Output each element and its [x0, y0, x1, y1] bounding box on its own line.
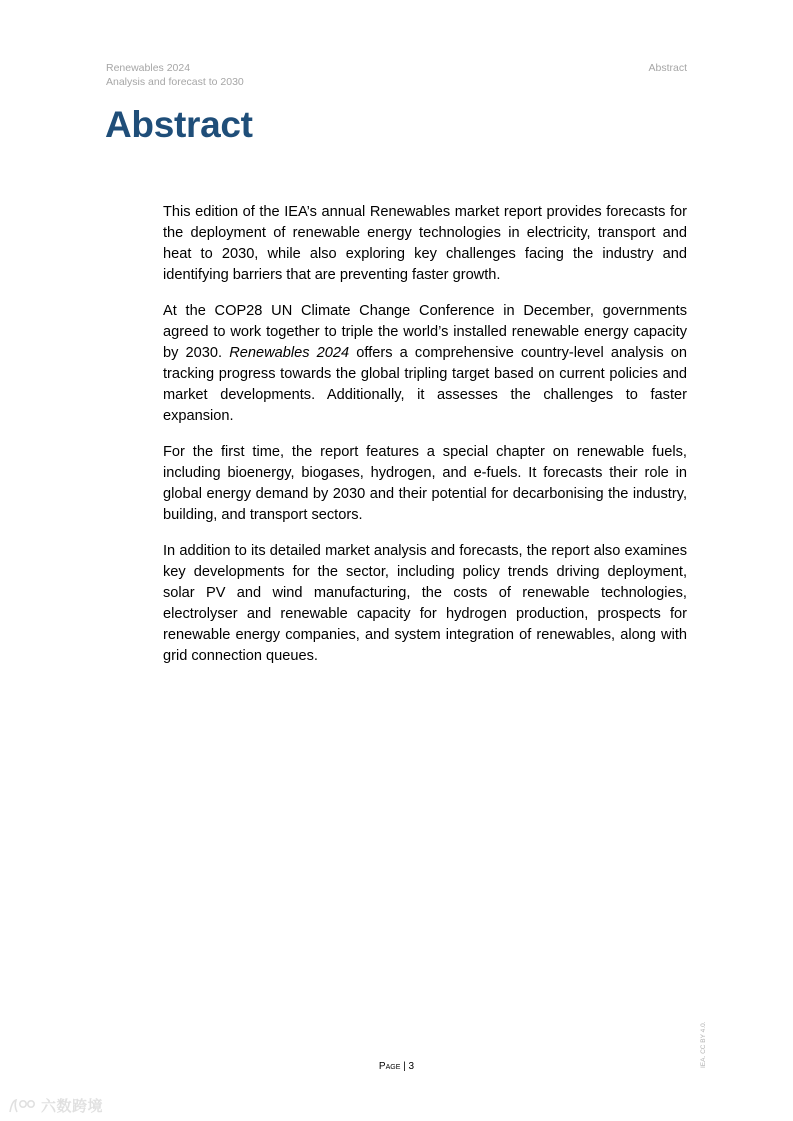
running-header-section: Abstract: [648, 62, 687, 74]
page-separator: |: [400, 1061, 409, 1072]
page-label: Page: [378, 1061, 401, 1072]
abstract-body: [163, 202, 687, 682]
page-footer: [0, 1061, 793, 1072]
paragraph-3: For the first time, the report features a special chapter on renewable fuels, including bioenergy, biogases, hydrogen, and e-fuels. It forecasts their role in global energy demand by 2030 and their potential for decarbonising the industry, building, and transport sectors.: [163, 444, 687, 523]
page-title: Abstract: [105, 104, 253, 145]
report-subtitle: Analysis and forecast to 2030: [106, 76, 244, 88]
paragraph-1: This edition of the IEA’s annual Renewables market report provides forecasts for the deployment of renewable energy technologies in electricity, transport and heat to 2030, while also exploring key challenges facing the industry and identifying barriers that are preventing faster growth.: [163, 204, 687, 283]
running-header-left: [106, 61, 244, 89]
paragraph-2-rest: offers a comprehensive country-level analysis on tracking progress towards the global tripling target based on current policies and market developments. Additionally, it assesses the challenges to faster expansion.: [163, 345, 687, 424]
report-name-italic: Renewables 2024: [229, 345, 350, 361]
page-number: 3: [408, 1061, 415, 1072]
watermark-text: 六数跨境: [41, 1098, 104, 1115]
paragraph-2: [163, 301, 687, 427]
paragraph-2-intro: At the COP28 UN Climate Change Conference in December, governments agreed to work together to triple the world’s installed renewable energy capacity by 2030.: [163, 303, 687, 361]
report-title: Renewables 2024: [106, 62, 191, 74]
watermark-logo-icon: [8, 1097, 38, 1115]
license-note: IEA. CC BY 4.0.: [700, 1021, 707, 1068]
watermark: [8, 1095, 103, 1116]
paragraph-4: In addition to its detailed market analysis and forecasts, the report also examines key developments for the sector, including policy trends driving deployment, solar PV and wind manufacturing, the costs of renewable technologies, electrolyser and renewable capacity for hydrogen production, prospects for renewable energy companies, and system integration of renewables, along with grid connection queues.: [163, 543, 687, 664]
